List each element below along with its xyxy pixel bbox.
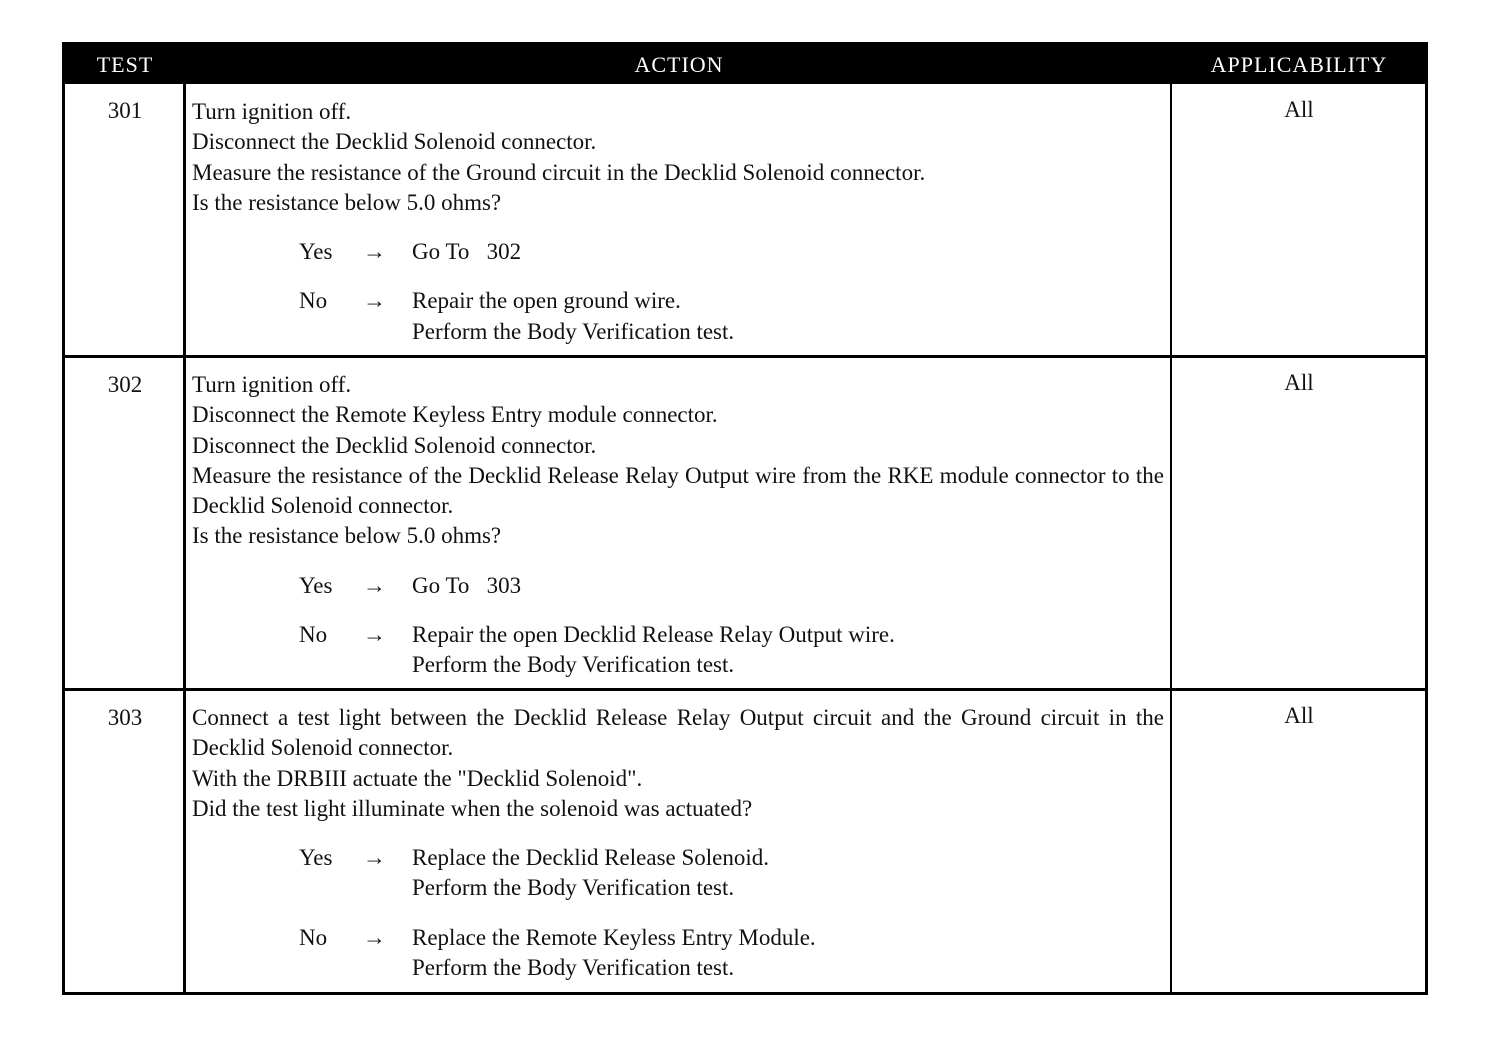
- arrow-icon: →: [363, 572, 386, 598]
- test-number: 302: [107, 372, 143, 397]
- action-step: Is the resistance below 5.0 ohms?: [192, 189, 502, 215]
- action-cell: [192, 370, 1164, 681]
- action-step: Measure the resistance of the Ground circuit in the Decklid Solenoid connector.: [192, 159, 926, 185]
- table-header: [65, 45, 1425, 84]
- action-step: Turn ignition off.: [192, 372, 352, 397]
- branch-line: Go To 302: [412, 239, 522, 265]
- yes-branch: [192, 571, 1164, 601]
- no-label: No: [299, 288, 328, 314]
- action-step: Disconnect the Remote Keyless Entry module connector.: [192, 402, 718, 428]
- action-cell: [192, 97, 1164, 347]
- branch-line: Perform the Body Verification test.: [412, 875, 735, 901]
- no-label: No: [299, 924, 328, 950]
- applicability-value: All: [1284, 97, 1314, 122]
- action-step: Connect a test light between the Decklid Release Relay Output circuit and the Ground circuit in the Decklid Solenoid connector.: [192, 705, 1164, 761]
- action-step: With the DRBIII actuate the "Decklid Solenoid".: [192, 765, 643, 791]
- action-step: Turn ignition off.: [192, 99, 352, 124]
- arrow-icon: →: [363, 622, 386, 648]
- branch-line: Perform the Body Verification test.: [412, 318, 735, 344]
- table-row: [65, 355, 1425, 689]
- branch-line: Replace the Decklid Release Solenoid.: [412, 845, 770, 871]
- yes-label: Yes: [299, 239, 333, 265]
- action-step: Is the resistance below 5.0 ohms?: [192, 523, 502, 549]
- header-test: TEST: [96, 52, 154, 77]
- header-applicability: APPLICABILITY: [1210, 52, 1388, 77]
- applicability-value: All: [1284, 703, 1314, 728]
- branch-line: Repair the open ground wire.: [412, 288, 681, 314]
- yes-label: Yes: [299, 572, 333, 598]
- action-step: Did the test light illuminate when the solenoid was actuated?: [192, 795, 753, 821]
- action-step: Measure the resistance of the Decklid Release Relay Output wire from the RKE module connector to the Decklid Solenoid connector.: [192, 462, 1164, 519]
- diagnostic-test-table: [62, 42, 1428, 995]
- branch-line: Go To 303: [412, 572, 522, 598]
- action-step: Disconnect the Decklid Solenoid connector.: [192, 129, 597, 155]
- applicability-value: All: [1284, 370, 1314, 395]
- branch-line: Perform the Body Verification test.: [412, 652, 735, 678]
- table-row: [65, 84, 1425, 355]
- arrow-icon: →: [363, 924, 386, 950]
- no-branch: [192, 923, 1164, 984]
- branch-line: Replace the Remote Keyless Entry Module.: [412, 924, 816, 950]
- yes-label: Yes: [299, 845, 333, 871]
- branch-line: Perform the Body Verification test.: [412, 955, 735, 981]
- action-cell: [192, 703, 1164, 983]
- no-label: No: [299, 622, 328, 648]
- test-number: 303: [107, 705, 143, 730]
- action-step: Disconnect the Decklid Solenoid connector.: [192, 432, 597, 458]
- table-row: [65, 688, 1425, 992]
- header-action: ACTION: [634, 52, 724, 77]
- no-branch: [192, 620, 1164, 681]
- yes-branch: [192, 843, 1164, 904]
- arrow-icon: →: [363, 288, 386, 314]
- no-branch: [192, 286, 1164, 347]
- arrow-icon: →: [363, 845, 386, 871]
- test-number: 301: [107, 98, 143, 123]
- branch-line: Repair the open Decklid Release Relay Output wire.: [412, 622, 895, 648]
- yes-branch: [192, 237, 1164, 267]
- arrow-icon: →: [363, 239, 386, 265]
